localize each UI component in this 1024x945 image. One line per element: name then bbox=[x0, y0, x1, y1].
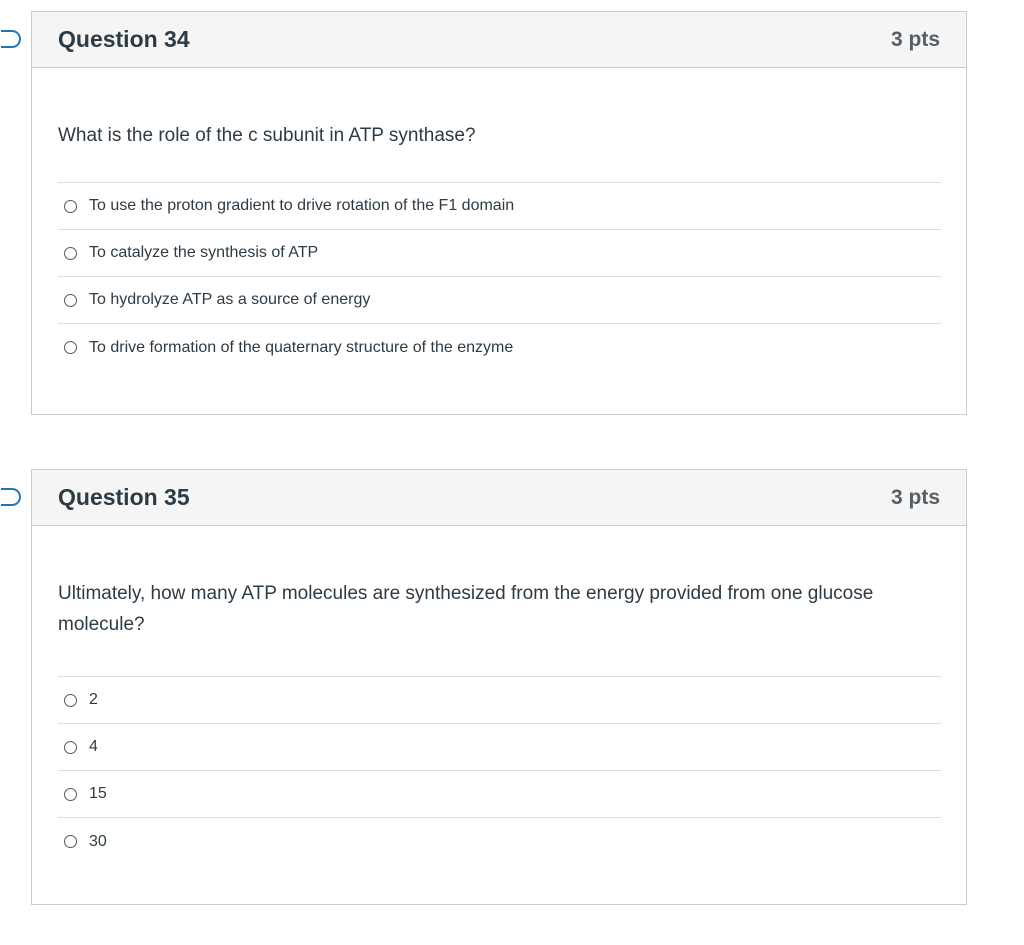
question-header bbox=[32, 12, 966, 68]
answer-option[interactable] bbox=[58, 230, 941, 277]
answer-option[interactable] bbox=[58, 183, 941, 230]
answer-option[interactable] bbox=[58, 324, 941, 371]
answer-option[interactable] bbox=[58, 724, 941, 771]
flag-question-icon[interactable] bbox=[1, 30, 21, 48]
radio-button-icon[interactable] bbox=[64, 788, 77, 801]
answer-option[interactable] bbox=[58, 771, 941, 818]
question-points: 3 pts bbox=[890, 485, 940, 509]
answer-option[interactable] bbox=[58, 818, 941, 865]
question-body bbox=[32, 526, 966, 865]
question-title: Question 35 bbox=[58, 484, 190, 510]
answer-list bbox=[58, 676, 941, 865]
answer-label[interactable]: To catalyze the synthesis of ATP bbox=[89, 244, 319, 261]
answer-option[interactable] bbox=[58, 277, 941, 324]
answer-list bbox=[58, 182, 941, 371]
flag-question-icon[interactable] bbox=[1, 488, 21, 506]
question-header bbox=[32, 470, 966, 526]
radio-button-icon[interactable] bbox=[64, 341, 77, 354]
question-body bbox=[32, 68, 966, 371]
question-title: Question 34 bbox=[58, 26, 190, 52]
answer-label[interactable]: 30 bbox=[89, 832, 107, 850]
answer-option[interactable] bbox=[58, 677, 941, 724]
question-text: What is the role of the c subunit in ATP synthase? bbox=[58, 125, 476, 146]
radio-button-icon[interactable] bbox=[64, 741, 77, 754]
radio-button-icon[interactable] bbox=[64, 835, 77, 848]
radio-button-icon[interactable] bbox=[64, 200, 77, 213]
answer-label[interactable]: 15 bbox=[89, 785, 107, 802]
answer-label[interactable]: To use the proton gradient to drive rotation of the F1 domain bbox=[89, 197, 515, 214]
answer-label[interactable]: 4 bbox=[89, 738, 98, 755]
answer-label[interactable]: To drive formation of the quaternary structure of the enzyme bbox=[89, 338, 514, 356]
question-text: Ultimately, how many ATP molecules are synthesized from the energy provided from one glucose molecule? bbox=[58, 583, 874, 635]
question-35 bbox=[31, 469, 967, 905]
question-34 bbox=[31, 11, 967, 415]
answer-label[interactable]: 2 bbox=[89, 691, 98, 708]
radio-button-icon[interactable] bbox=[64, 247, 77, 260]
radio-button-icon[interactable] bbox=[64, 694, 77, 707]
question-points: 3 pts bbox=[890, 27, 940, 51]
radio-button-icon[interactable] bbox=[64, 294, 77, 307]
answer-label[interactable]: To hydrolyze ATP as a source of energy bbox=[89, 291, 371, 308]
